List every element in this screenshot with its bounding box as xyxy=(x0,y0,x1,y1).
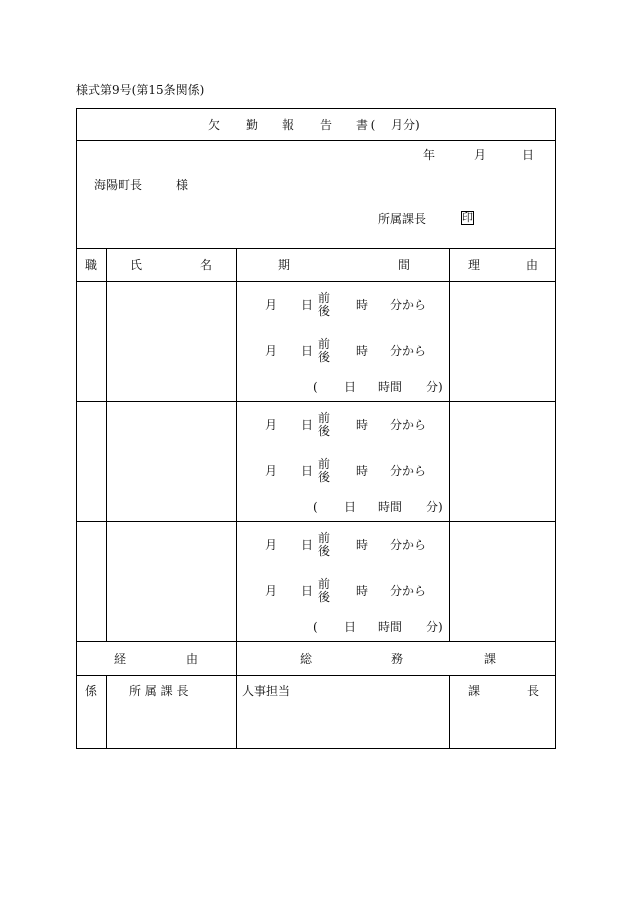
manager-label: 所属課長 xyxy=(378,212,427,226)
total-hours: 時間 xyxy=(378,380,403,394)
routing-general-2: 務 xyxy=(390,652,404,666)
routing-general-3: 課 xyxy=(483,652,497,666)
title-paren: ( xyxy=(370,118,376,132)
approval-clerk: 係 xyxy=(84,684,98,698)
start-day: 日 xyxy=(301,298,314,312)
end-month: 月 xyxy=(265,584,278,598)
pm: 後 xyxy=(317,590,331,604)
frame-top xyxy=(76,108,556,109)
total-minutes: 分) xyxy=(426,380,443,394)
col-rule-name xyxy=(236,248,237,749)
total-days: 日 xyxy=(344,620,357,634)
total-days: 日 xyxy=(344,380,357,394)
routing-via-1: 経 xyxy=(113,652,127,666)
end-hour: 時 xyxy=(356,344,369,358)
date-month: 月 xyxy=(474,148,487,162)
title-month: 月分) xyxy=(391,118,420,132)
end-month: 月 xyxy=(265,464,278,478)
total-open: ( xyxy=(313,500,318,514)
frame-left xyxy=(76,108,77,749)
start-hour: 時 xyxy=(356,418,369,432)
am: 前 xyxy=(317,457,331,471)
start-from: 分から xyxy=(390,418,427,432)
rule-entry-2 xyxy=(76,521,556,522)
date-year: 年 xyxy=(423,148,436,162)
col-rule-post xyxy=(106,248,107,641)
header-reason-1: 理 xyxy=(467,258,481,272)
end-from: 分から xyxy=(390,584,427,598)
end-day: 日 xyxy=(301,464,314,478)
col-rule-clerk xyxy=(106,675,107,749)
total-hours: 時間 xyxy=(378,620,403,634)
total-days: 日 xyxy=(344,500,357,514)
start-month: 月 xyxy=(265,418,278,432)
total-open: ( xyxy=(313,380,318,394)
pm: 後 xyxy=(317,350,331,364)
approval-section-chief: 所 属 課 長 xyxy=(129,684,189,698)
header-name-1: 氏 xyxy=(129,258,143,272)
end-hour: 時 xyxy=(356,584,369,598)
title-char: 告 xyxy=(319,118,333,132)
rule-columns xyxy=(76,281,556,282)
pm: 後 xyxy=(317,544,331,558)
seal-mark: 印 xyxy=(462,211,473,224)
rule-header xyxy=(76,248,556,249)
am-pm xyxy=(318,338,330,364)
start-from: 分から xyxy=(390,538,427,552)
am: 前 xyxy=(317,411,331,425)
col-rule-period xyxy=(449,248,450,641)
header-reason-2: 由 xyxy=(525,258,539,272)
end-day: 日 xyxy=(301,344,314,358)
rule-entry-3 xyxy=(76,641,556,642)
addressee-name: 海陽町長 xyxy=(94,178,143,192)
am: 前 xyxy=(317,577,331,591)
start-month: 月 xyxy=(265,538,278,552)
rule-routing xyxy=(76,675,556,676)
am-pm xyxy=(318,292,330,318)
col-rule-hr xyxy=(449,675,450,749)
total-minutes: 分) xyxy=(426,500,443,514)
title-char: 書 xyxy=(355,118,369,132)
end-day: 日 xyxy=(301,584,314,598)
header-period-1: 期 xyxy=(277,258,291,272)
am: 前 xyxy=(317,531,331,545)
am-pm xyxy=(318,532,330,558)
title-char: 欠 xyxy=(207,118,221,132)
am-pm xyxy=(318,412,330,438)
frame-right xyxy=(555,108,556,749)
title-char: 勤 xyxy=(245,118,259,132)
total-open: ( xyxy=(313,620,318,634)
am-pm xyxy=(318,458,330,484)
routing-general-1: 総 xyxy=(299,652,313,666)
start-from: 分から xyxy=(390,298,427,312)
form-number: 様式第9号(第15条関係) xyxy=(76,83,205,97)
rule-entry-1 xyxy=(76,401,556,402)
total-hours: 時間 xyxy=(378,500,403,514)
rule-title xyxy=(76,140,556,141)
start-hour: 時 xyxy=(356,298,369,312)
pm: 後 xyxy=(317,424,331,438)
header-period-2: 間 xyxy=(397,258,411,272)
date-day: 日 xyxy=(522,148,535,162)
total-minutes: 分) xyxy=(426,620,443,634)
pm: 後 xyxy=(317,470,331,484)
end-from: 分から xyxy=(390,464,427,478)
am: 前 xyxy=(317,291,331,305)
frame-bottom xyxy=(76,748,556,749)
end-from: 分から xyxy=(390,344,427,358)
absence-report-form xyxy=(76,108,556,749)
start-hour: 時 xyxy=(356,538,369,552)
am-pm xyxy=(318,578,330,604)
routing-via-2: 由 xyxy=(185,652,199,666)
approval-chief-1: 課 xyxy=(467,684,481,698)
end-month: 月 xyxy=(265,344,278,358)
title-char: 報 xyxy=(281,118,295,132)
approval-chief-2: 長 xyxy=(526,684,540,698)
addressee-honorific: 様 xyxy=(176,178,189,192)
start-day: 日 xyxy=(301,538,314,552)
am: 前 xyxy=(317,337,331,351)
header-name-2: 名 xyxy=(199,258,213,272)
approval-hr-officer: 人事担当 xyxy=(242,684,291,698)
start-day: 日 xyxy=(301,418,314,432)
header-post: 職 xyxy=(84,258,98,272)
pm: 後 xyxy=(317,304,331,318)
start-month: 月 xyxy=(265,298,278,312)
end-hour: 時 xyxy=(356,464,369,478)
